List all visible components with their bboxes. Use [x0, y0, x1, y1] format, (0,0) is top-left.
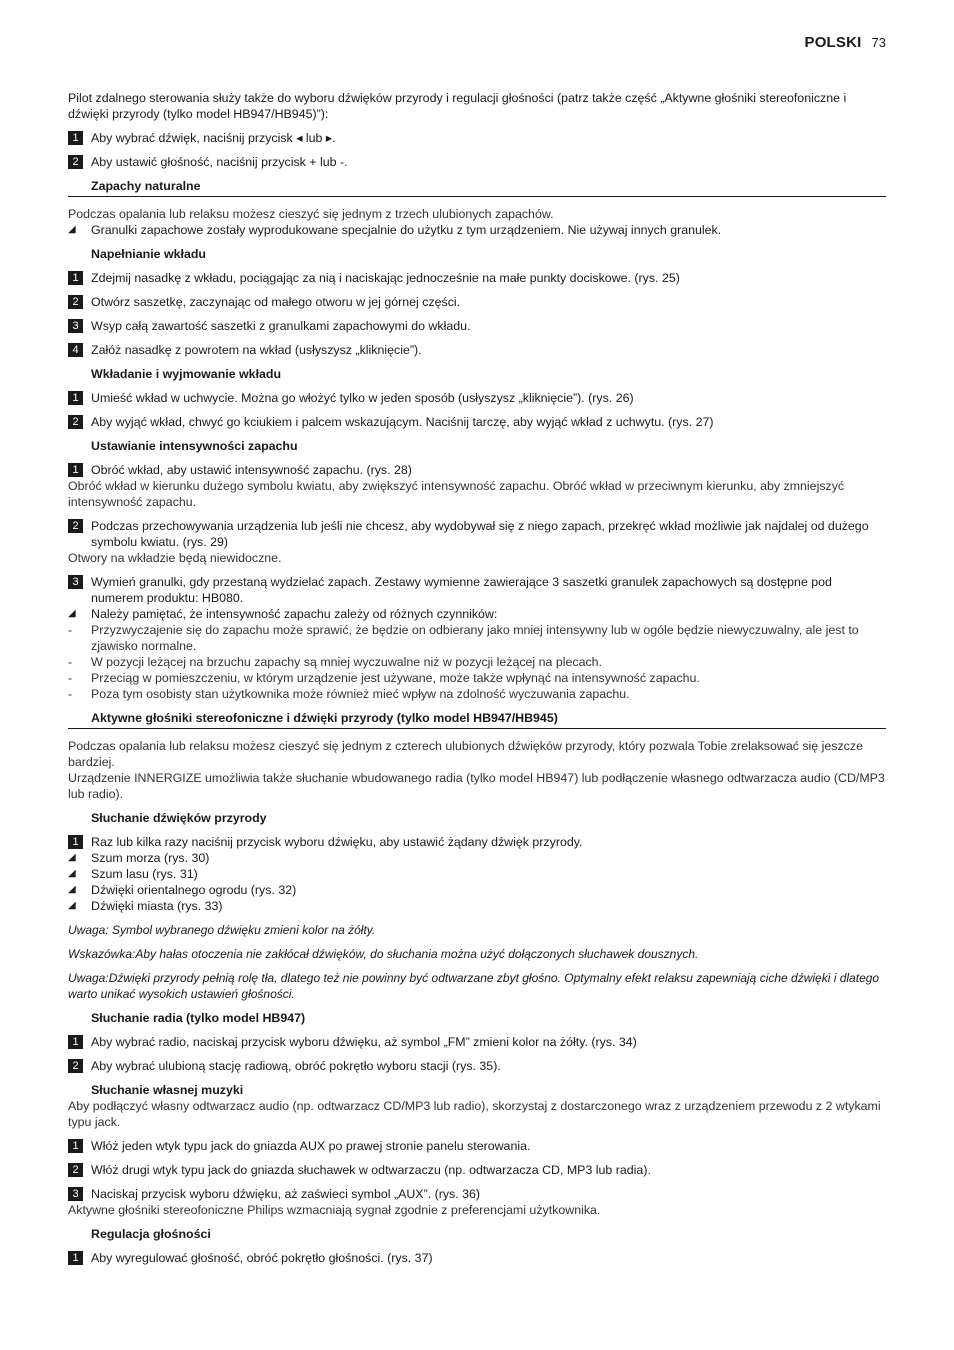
section-divider — [68, 728, 886, 729]
subsection-heading: Regulacja głośności — [91, 1227, 211, 1241]
bullet-arrow-icon: ◢ — [68, 852, 76, 863]
step-text: Wsyp całą zawartość saszetki z granulkami zapachowymi do wkładu. — [91, 319, 471, 333]
dash-item: - W pozycji leżącej na brzuchu zapachy są mniej wyczuwalne niż w pozycji leżącej na plecach. — [68, 655, 603, 669]
dash-text: Przyzwyczajenie się do zapachu może sprawić, że będzie on odbierany jako mniej intensywny lub w ogóle będzie niewyczuwalny, ale jest to zjawisko normalne. — [91, 623, 859, 653]
step — [68, 130, 886, 146]
subsection-heading: Słuchanie dźwięków przyrody — [91, 811, 267, 825]
bullet-text: Szum morza (rys. 30) — [91, 851, 210, 865]
step-note: Otwory na wkładzie będą niewidoczne. — [68, 551, 282, 565]
page-content — [68, 90, 886, 1266]
step-text: Podczas przechowywania urządzenia lub jeśli nie chcesz, aby wydobywał się z niego zapach, przekręć wkład możliwie jak najdalej od dużego symbolu kwiatu. (rys. 29) — [91, 519, 869, 549]
subsection-heading: Słuchanie własnej muzyki — [91, 1083, 244, 1097]
paragraph: Podczas opalania lub relaksu możesz cieszyć się jednym z trzech ulubionych zapachów. — [68, 207, 554, 221]
step — [68, 318, 886, 334]
step-number: 2 — [68, 415, 83, 429]
bullet-arrow-icon: ◢ — [68, 868, 76, 879]
step-number: 1 — [68, 1035, 83, 1049]
step-text: Załóż nasadkę z powrotem na wkład (usłyszysz „kliknięcie”). — [91, 343, 422, 357]
step-text: Aby wybrać dźwięk, naciśnij przycisk ◂ lub ▸. — [91, 131, 336, 145]
step-number: 3 — [68, 319, 83, 333]
section-heading: Aktywne głośniki stereofoniczne i dźwięki przyrody (tylko model HB947/HB945) — [91, 711, 558, 725]
step — [68, 1034, 886, 1050]
step-number: 1 — [68, 1251, 83, 1265]
bullet-text: Dźwięki miasta (rys. 33) — [91, 899, 223, 913]
step-text: Aby wyjąć wkład, chwyć go kciukiem i palcem wskazującym. Naciśnij tarczę, aby wyjąć wkład z uchwytu. (rys. 27) — [91, 415, 714, 429]
dash-item: - Przyzwyczajenie się do zapachu może sprawić, że będzie on odbierany jako mniej intensywny lub w ogóle będzie niewyczuwalny, ale jest to zjawisko normalne. — [68, 622, 886, 654]
step — [68, 1138, 886, 1154]
step-text: Raz lub kilka razy naciśnij przycisk wyboru dźwięku, aby ustawić żądany dźwięk przyrody. — [91, 835, 583, 849]
step-number: 1 — [68, 131, 83, 145]
step-text: Naciskaj przycisk wyboru dźwięku, aż zaświeci symbol „AUX”. (rys. 36) — [91, 1187, 481, 1201]
page-number: 73 — [871, 35, 886, 50]
step-number: 2 — [68, 1163, 83, 1177]
section-heading: Zapachy naturalne — [91, 179, 201, 193]
tip: Wskazówka:Aby hałas otoczenia nie zakłócał dźwięków, do słuchania można użyć dołączonych słuchawek dousznych. — [68, 947, 699, 961]
step-text: Aby wybrać ulubioną stację radiową, obróć pokrętło wyboru stacji (rys. 35). — [91, 1059, 501, 1073]
subsection-heading: Napełnianie wkładu — [91, 247, 206, 261]
paragraph: Podczas opalania lub relaksu możesz cieszyć się jednym z czterech ulubionych dźwięków przyrody, który pozwala Tobie zrelaksować się jeszcze bardziej. — [68, 739, 863, 769]
step — [68, 462, 886, 478]
step — [68, 270, 886, 286]
step-number: 1 — [68, 391, 83, 405]
section-divider — [68, 196, 886, 197]
step-text: Włóż drugi wtyk typu jack do gniazda słuchawek w odtwarzaczu (np. odtwarzacza CD, MP3 lub radia). — [91, 1163, 651, 1177]
step-text: Obróć wkład, aby ustawić intensywność zapachu. (rys. 28) — [91, 463, 412, 477]
dash-item: - Poza tym osobisty stan użytkownika może również mieć wpływ na zdolność wyczuwania zapachu. — [68, 687, 630, 701]
step-text: Aby wybrać radio, naciskaj przycisk wyboru dźwięku, aż symbol „FM” zmieni kolor na żółty. (rys. 34) — [91, 1035, 637, 1049]
step-number: 4 — [68, 343, 83, 357]
step-note: Obróć wkład w kierunku dużego symbolu kwiatu, aby zwiększyć intensywność zapachu. Obróć wkład w przeciwnym kierunku, aby zmniejszyć intensywność zapachu. — [68, 479, 845, 509]
step — [68, 414, 886, 430]
dash-text: W pozycji leżącej na brzuchu zapachy są mniej wyczuwalne niż w pozycji leżącej na plecach. — [91, 655, 603, 669]
step-number: 2 — [68, 519, 83, 533]
bullet-item — [68, 882, 886, 898]
step — [68, 1162, 886, 1178]
paragraph: Urządzenie INNERGIZE umożliwia także słuchanie wbudowanego radia (tylko model HB947) lub podłączenie własnego odtwarzacza audio (CD/MP3 lub radio). — [68, 771, 885, 801]
step — [68, 294, 886, 310]
bullet-item — [68, 898, 886, 914]
intro-paragraph: Pilot zdalnego sterowania służy także do wyboru dźwięków przyrody i regulacji głośności (patrz także część „Aktywne głośniki stereofoniczne i dźwięki przyrody (tylko model HB947/HB945)”): — [68, 91, 847, 121]
step-number: 1 — [68, 1139, 83, 1153]
step-text: Umieść wkład w uchwycie. Można go włożyć tylko w jeden sposób (usłyszysz „kliknięcie”). (rys. 26) — [91, 391, 634, 405]
bullet-arrow-icon: ◢ — [68, 900, 76, 911]
dash-item: - Przeciąg w pomieszczeniu, w którym urządzenie jest używane, może także wpłynąć na intensywność zapachu. — [68, 671, 700, 685]
bullet-arrow-icon: ◢ — [68, 608, 76, 619]
step-number: 1 — [68, 835, 83, 849]
bullet-item — [68, 866, 886, 882]
bullet-text: Szum lasu (rys. 31) — [91, 867, 198, 881]
bullet-text: Należy pamiętać, że intensywność zapachu zależy od różnych czynników: — [91, 607, 498, 621]
step-text: Wymień granulki, gdy przestaną wydzielać zapach. Zestawy wymienne zawierające 3 saszetki granulek zapachowych są dostępne pod numerem produktu: HB080. — [91, 575, 832, 605]
step — [68, 1186, 886, 1202]
step-text: Otwórz saszetkę, zaczynając od małego otworu w jej górnej części. — [91, 295, 461, 309]
step-number: 1 — [68, 463, 83, 477]
step — [68, 518, 886, 550]
dash-text: Przeciąg w pomieszczeniu, w którym urządzenie jest używane, może także wpłynąć na intensywność zapachu. — [91, 671, 700, 685]
subsection-heading: Ustawianie intensywności zapachu — [91, 439, 298, 453]
bullet-text: Dźwięki orientalnego ogrodu (rys. 32) — [91, 883, 297, 897]
bullet-item — [68, 606, 886, 622]
step — [68, 154, 886, 170]
step-text: Włóż jeden wtyk typu jack do gniazda AUX po prawej stronie panelu sterowania. — [91, 1139, 531, 1153]
bullet-item — [68, 222, 886, 238]
step-number: 2 — [68, 1059, 83, 1073]
note: Uwaga: Symbol wybranego dźwięku zmieni kolor na żółty. — [68, 923, 376, 937]
step-number: 2 — [68, 295, 83, 309]
step-note: Aktywne głośniki stereofoniczne Philips wzmacniają sygnał zgodnie z preferencjami użytkownika. — [68, 1203, 601, 1217]
bullet-text: Granulki zapachowe zostały wyprodukowane specjalnie do użytku z tym urządzeniem. Nie używaj innych granulek. — [91, 223, 722, 237]
bullet-item — [68, 850, 886, 866]
subsection-heading: Wkładanie i wyjmowanie wkładu — [91, 367, 282, 381]
dash-text: Poza tym osobisty stan użytkownika może również mieć wpływ na zdolność wyczuwania zapachu. — [91, 687, 630, 701]
step-number: 3 — [68, 1187, 83, 1201]
step — [68, 390, 886, 406]
step — [68, 574, 886, 606]
paragraph: Aby podłączyć własny odtwarzacz audio (np. odtwarzacz CD/MP3 lub radio), skorzystaj z dostarczonego wraz z urządzeniem przewodu z 2 wtykami typu jack. — [68, 1099, 881, 1129]
language-label: POLSKI — [804, 34, 862, 51]
step — [68, 1250, 886, 1266]
step-number: 2 — [68, 155, 83, 169]
bullet-arrow-icon: ◢ — [68, 224, 76, 235]
note: Uwaga:Dźwięki przyrody pełnią rolę tła, dlatego też nie powinny być odtwarzane zbyt głośno. Optymalny efekt relaksu zapewniają ciche dźwięki i dlatego warto unikać wysokich ustawień głośności. — [68, 971, 880, 1001]
step-number: 1 — [68, 271, 83, 285]
step — [68, 1058, 886, 1074]
page-header — [804, 34, 886, 51]
step-text: Aby ustawić głośność, naciśnij przycisk + lub -. — [91, 155, 348, 169]
subsection-heading: Słuchanie radia (tylko model HB947) — [91, 1011, 306, 1025]
step-text: Aby wyregulować głośność, obróć pokrętło głośności. (rys. 37) — [91, 1251, 433, 1265]
bullet-arrow-icon: ◢ — [68, 884, 76, 895]
step-number: 3 — [68, 575, 83, 589]
step-text: Zdejmij nasadkę z wkładu, pociągając za nią i naciskając jednocześnie na małe punkty dociskowe. (rys. 25) — [91, 271, 680, 285]
step — [68, 342, 886, 358]
step — [68, 834, 886, 850]
